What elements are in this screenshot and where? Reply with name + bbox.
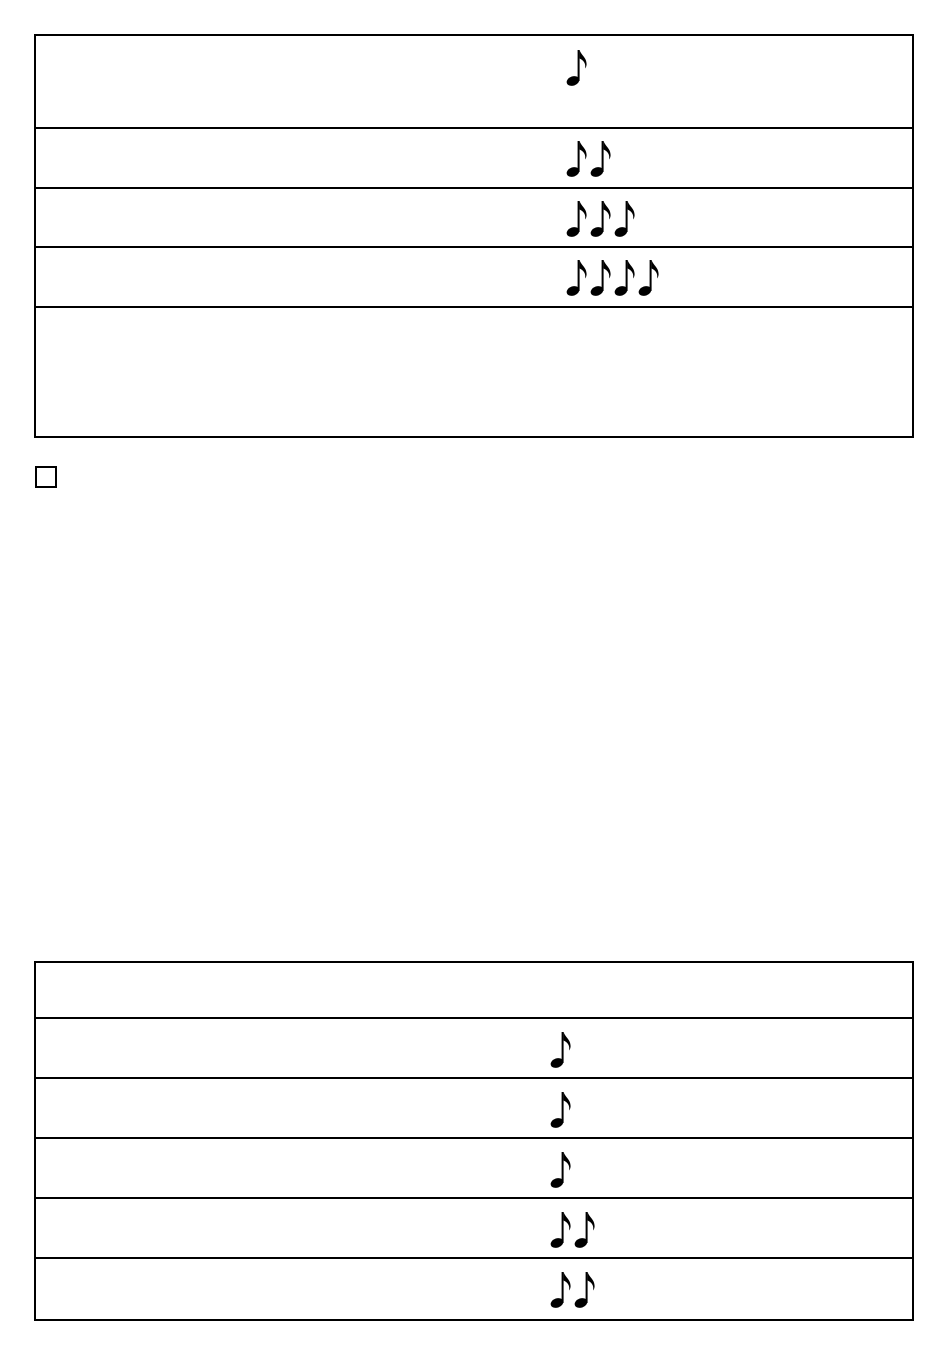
eighth-note-icon	[638, 256, 662, 298]
eighth-note-icon	[614, 197, 638, 239]
bottom-row-2-notes	[550, 1028, 574, 1070]
bottom-row-5-notes	[550, 1208, 598, 1250]
eighth-note-icon	[550, 1268, 574, 1310]
top-table-row-2	[36, 129, 912, 189]
top-table	[34, 34, 914, 438]
top-row-4-notes	[566, 256, 662, 298]
eighth-note-icon	[550, 1208, 574, 1250]
eighth-note-icon	[574, 1208, 598, 1250]
bottom-row-4-notes	[550, 1148, 574, 1190]
top-row-3-notes	[566, 197, 638, 239]
empty-checkbox[interactable]	[35, 466, 57, 488]
eighth-note-icon	[566, 137, 590, 179]
eighth-note-icon	[550, 1028, 574, 1070]
eighth-note-icon	[590, 256, 614, 298]
bottom-table	[34, 961, 914, 1321]
bottom-table-row-1	[36, 963, 912, 1019]
eighth-note-icon	[614, 256, 638, 298]
bottom-table-row-4	[36, 1139, 912, 1199]
eighth-note-icon	[590, 137, 614, 179]
top-row-1-notes	[566, 46, 590, 88]
bottom-table-row-2	[36, 1019, 912, 1079]
eighth-note-icon	[590, 197, 614, 239]
top-row-2-notes	[566, 137, 614, 179]
bottom-row-3-notes	[550, 1088, 574, 1130]
bottom-table-row-3	[36, 1079, 912, 1139]
top-table-row-5	[36, 308, 912, 436]
top-table-row-4	[36, 248, 912, 308]
eighth-note-icon	[566, 256, 590, 298]
bottom-row-6-notes	[550, 1268, 598, 1310]
eighth-note-icon	[566, 197, 590, 239]
top-table-row-3	[36, 189, 912, 248]
top-table-row-1	[36, 36, 912, 129]
bottom-table-row-6	[36, 1259, 912, 1319]
eighth-note-icon	[550, 1148, 574, 1190]
eighth-note-icon	[550, 1088, 574, 1130]
bottom-table-row-5	[36, 1199, 912, 1259]
eighth-note-icon	[574, 1268, 598, 1310]
eighth-note-icon	[566, 46, 590, 88]
